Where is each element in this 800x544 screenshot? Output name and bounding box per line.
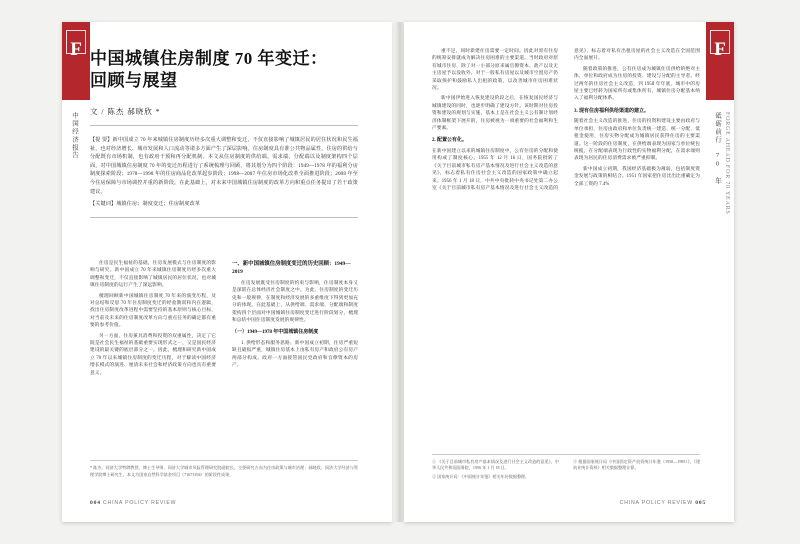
footnote-text: ① 《关于目前城市私有房产基本情况及进行社会主义改造的意见》，中华人民共和国国务院，1956 年 1 月 18 日。 xyxy=(432,458,559,471)
right-section-tab xyxy=(706,22,734,100)
right-page xyxy=(404,22,734,522)
body-paragraph: 随着政策的推进，公有住房成为城镇住房供给的绝对主体，单位和政府成为住房的投资、建设与分配的主导者。经过两年的住房社会主义改造，到 1958 年年底，城市中的房屋主要已经转为国家所有或集体所有，城镇住房分配基本纳入了福利分配体系。 xyxy=(574,66,700,102)
left-section-tab xyxy=(62,22,90,100)
right-margin-vertical-title: 砥砺前行 70 年 xyxy=(714,112,721,186)
page-number-left: 004 xyxy=(90,500,101,506)
byline-prefix: 文 / xyxy=(90,107,105,116)
subsection-heading: 2. 配置公有化。 xyxy=(432,138,468,144)
abstract-body: 新中国成立 70 年来城镇住房制度历经多次重大调整和变迁，不仅直接影响了城镇居民的居住状况和民生福祉，也对经济增长、城市发展和人口流动等诸多方面产生了深层影响。住房制度具有准公共物品属性，住房的供给与分配既有市场机制，也有政府干预和再分配机制。本文从住房制度的供给端、需求端、分配端以及制度架构四个层面，对中国城镇住房制度 70 年的变迁历程进行了系统梳理与回顾，将其划分为四个阶段：1949—1978 年的福利分房制度探索阶段；1978—1998 年的住房商品化改革起步阶段；1998—2007 年住房市场化改革全面推进阶段；2008 年至今住房保障与市场调控并重的新阶段。在此基础上，对未来中国城镇住房制度的改革方向和重点任务提出了若干政策建议。 xyxy=(90,137,358,195)
footer-label-left: CHINA POLICY REVIEW xyxy=(103,500,177,506)
right-page-footer xyxy=(620,500,706,506)
subsection-heading: （一）1949—1978 年中国城镇住房制度 xyxy=(232,330,319,336)
keywords-text xyxy=(90,200,358,209)
body-paragraph: 重不足，同时新建住房需要一定时间。因此对原有住房的统筹安排就成为解决住房困难的主要渠道。当时政府对原有城市住房，除了对一小部分原来属官僚资本、敌产以及无主房屋予以没收外，对于一般私有房屋以及城市空置房产仍采取保护和鼓励私人出租的政策，以改善城市住房困难状况。 xyxy=(432,49,558,92)
right-footnotes xyxy=(432,454,700,480)
title-line-2: 回顾与展望 xyxy=(90,71,178,90)
footnote-text: * 陈杰，同济大学特聘教授、博士生导师，同济大学城市风险管理研究院副院长，主要研究方向为住房政策与城市治理；郝晓欣，同济大学经济与管理学院博士研究生。本文为国家自然科学基金项目（71673194）的阶段性成果。 xyxy=(90,465,358,477)
tab-letter-left: F xyxy=(66,30,86,54)
body-paragraph: 1. 供给形态和服务思路。新中国成立初期，住房严重短缺且破损严重，城镇住房基本上由私有房产和政府公有房产两部分构成。政府一方面接管国民党政府和官僚资本的房产。 xyxy=(232,341,358,369)
body-paragraph: 随着社会主义改造的推进，住房的投资和建设主要由政府与单位承担，住房由政府和单位负责统一建造、统一分配、低租金使用，住房实物分配成为城镇居民获得住房的主要渠道。这一阶段的住房制度，在供给端表现为国家与单位统包统揽，在分配端表现为行政性的实物福利分配，在需求端则表现为居民的住房消费需求被严重抑制。 xyxy=(574,119,700,162)
footnote-text: ② 国家统计局：《中国统计年鉴》相关年份数据整理。 xyxy=(432,473,530,479)
tab-letter-right: F xyxy=(710,30,730,54)
body-paragraph: 新中国伊始进入恢复建设阶段之后，在恢复国民经济与城镇建设的同时，也逐步明确了建设方针。该时期对住房投资和建设的规划与实施，基本上是在社会主义公有制计划经济体制框架下展开的，住房被视为一项重要的社会福利和生产要素。 xyxy=(432,96,558,132)
body-paragraph: 新中国成立初期，我国经济基础极为薄弱，包括制度资金发展与政策的相结合。1951 年国家把住房比出比重确定为全部工资的 7.4% xyxy=(574,166,700,187)
subsection-heading: 3. 现有住房福利供给渠道的建立。 xyxy=(574,108,650,114)
section-heading: 一、新中国城镇住房制度变迁的历史回顾：1949—2019 xyxy=(232,261,351,275)
right-body-columns xyxy=(432,48,700,478)
byline xyxy=(90,106,358,117)
abstract-label: 【提 要】 xyxy=(90,137,113,143)
body-paragraph: 另一方面，住房兼具消费和投资的双重属性，决定了它既是社会民生福祉的基础重要实现形式之一，又是国民经济建设的最关键的底层部分之一。因此，梳理和研究新中国成立 70 年以来城镇住房制度的变迁历程，对于解读中国经济增长模式的演进、厘清未来社会和经济政策方向也具有重要意义。 xyxy=(90,333,216,376)
title-line-1: 中国城镇住房制度 70 年变迁： xyxy=(90,49,328,68)
left-page xyxy=(62,22,392,522)
page-number-right: 005 xyxy=(695,500,706,506)
body-paragraph: 住房发展既受住房制度的约束与影响，住房制度本身又是深嵌在总体经济社会制度之中。为此，住房制度的变迁历史和一般规律，在制度和经济发展的多重维度下得到更加充分的体现。在此基础上，从供给端、需求端、分配端和制度架构四个层面对中国城镇住房制度变迁进行阶段划分，梳理和总结中国住房制度发展的规律性。 xyxy=(232,281,358,324)
abstract-block xyxy=(90,136,358,209)
abstract-text xyxy=(90,136,358,196)
keywords-body: 城镇住房；制度变迁；住房制度改革 xyxy=(116,201,201,208)
body-paragraph: 梳理回顾新中国城镇住房制度 70 年来的演变历程，及对总结和反思 70 年住房制度变迁的经验教训和内在逻辑，找出住房制度改革进程中需要坚持的基本原则与核心目标，对当前及未来的住房制度改革方向与重点任务的确定都有重要的参考价值。 xyxy=(90,293,216,329)
left-body-columns xyxy=(90,260,358,488)
byline-authors: 陈杰 郝晓欣 * xyxy=(107,107,161,116)
footnote-text: ③ 根据国家统计局《中国固定资产投资统计年鉴（1950—1985）》、《建筑业统计资料》相关数据整理计算。 xyxy=(573,458,700,471)
abstract-divider xyxy=(90,217,358,218)
keywords-label: 【关键词】 xyxy=(90,201,117,208)
left-footnote xyxy=(90,460,358,480)
article-header xyxy=(90,48,358,218)
body-paragraph: 住房是民生福祉的基础，住房发展模式与住房制度的影响与研究。新中国成立 70 年来城镇住房制度历经多次重大调整和变迁，不仅直接影响了城镇居民的居住状况，也对城镇住房制度的运行产生了深远影响。 xyxy=(90,261,216,289)
left-page-footer xyxy=(90,500,176,506)
left-margin-vertical-title: 中国经济报告 xyxy=(71,112,78,160)
footer-label-right: CHINA POLICY REVIEW xyxy=(619,500,693,506)
header-divider xyxy=(90,125,358,126)
page-title xyxy=(90,48,358,92)
body-paragraph: 在新中国建立以来的城镇住房制度中，公有住房的分配和使用构成了制度核心。1955 年 12 月 16 日，国务院批转了《关于目前城市私有房产基本情况及进行社会主义改造的意见》，标志着私有住房社会主义改造的国家政策中确立起来。1956 年 1 月 18 日，中共中央批转中央书记处第二办公室《关于目前城市私有房产基本情况及进行社会主义改造的意见》，标志着对私有出租房屋的社会主义改造在全国范围内全面展开。 xyxy=(432,49,700,192)
right-margin-vertical-subtitle: FORGE AHEAD FOR 70 YEARS xyxy=(724,112,730,215)
